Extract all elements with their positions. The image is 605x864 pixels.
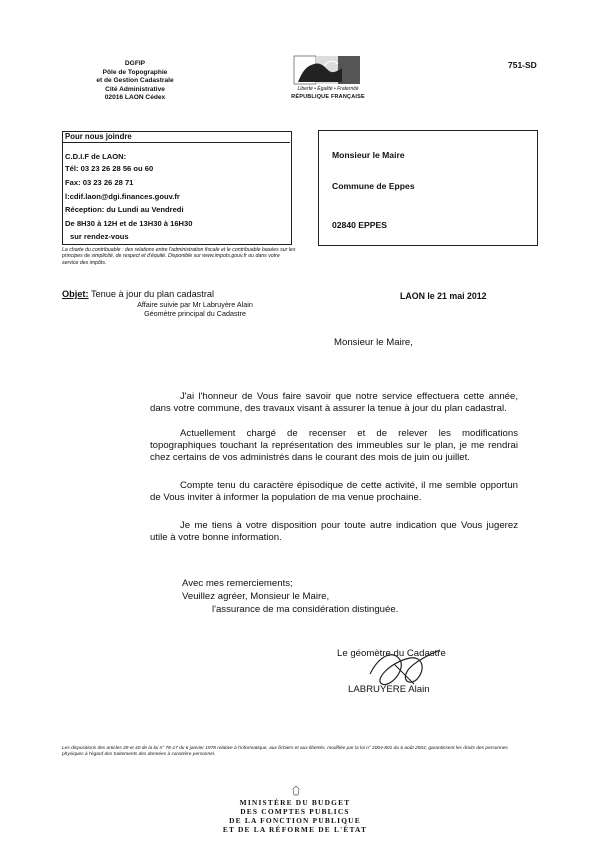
body-paragraph-2: Actuellement chargé de recenser et de relever les modifications topographiques touchant la représentation des immeubles sur le plan, je me rendrai chez certains de vos administrés dans le courant des mois de juin ou juillet. bbox=[150, 428, 518, 463]
logo-motto: Liberté • Égalité • Fraternité bbox=[297, 86, 359, 92]
recipient-title: Monsieur le Maire bbox=[332, 150, 405, 160]
ministry-line: DES COMPTES PUBLICS bbox=[240, 807, 350, 816]
body-paragraph-3: Compte tenu du caractère épisodique de cette activité, il me semble opportun de Vous inviter à informer la population de ma venue prochaine. bbox=[150, 480, 518, 503]
closing-line-1: Avec mes remerciements; bbox=[182, 578, 293, 589]
contact-line: C.D.I.F de LAON: bbox=[65, 152, 127, 161]
salutation: Monsieur le Maire, bbox=[334, 337, 413, 348]
document-number: 751-SD bbox=[508, 60, 537, 70]
place-date: LAON le 21 mai 2012 bbox=[400, 291, 487, 301]
body-paragraph-4: Je me tiens à votre disposition pour toute autre indication que Vous jugerez utile à votre bonne information. bbox=[150, 520, 518, 543]
ministry-crest-icon bbox=[292, 786, 300, 796]
ministry-line: ET DE LA RÉFORME DE L'ÉTAT bbox=[222, 825, 368, 834]
contact-appointment: sur rendez-vous bbox=[70, 232, 129, 241]
charter-note: La charte du contribuable : des relations entre l'administration fiscale et le contribuable basées sur les principes de simplicité, de respect et d'équité. Disponible sur www.impots.gouv.fr ou dans votre service des impôts. bbox=[62, 247, 296, 266]
sender-line: Pôle de Topographie bbox=[102, 68, 168, 76]
closing-line-3: l'assurance de ma considération distinguée. bbox=[212, 604, 399, 615]
closing-line-2: Veuillez agréer, Monsieur le Maire, bbox=[182, 591, 330, 602]
contact-phone: Tél: 03 23 26 28 56 ou 60 bbox=[65, 164, 154, 173]
signatory-title: Le géomètre du Cadastre bbox=[337, 648, 446, 659]
sender-line: 02016 LAON Cédex bbox=[104, 94, 166, 102]
sender-block bbox=[80, 60, 190, 103]
contact-hours: De 8H30 à 12H et de 13H30 à 16H30 bbox=[65, 219, 193, 228]
affair-role: Géomètre principal du Cadastre bbox=[144, 309, 246, 318]
sender-line: DGFIP bbox=[124, 60, 146, 67]
legal-footer-note: Les dispositions des articles 39 et 40 de la loi n° 78-17 du 6 janvier 1978 relative à l'informatique, aux fichiers et aux libertés, modifiée par la loi n° 2004-801 du 6 août 2004, garantissent les droits des personnes physiques à l'égard des traitements des données à caractère personnel. bbox=[62, 746, 508, 757]
affair-handler: Affaire suivie par Mr Labruyère Alain bbox=[137, 300, 253, 309]
subject-text: Tenue à jour du plan cadastral bbox=[90, 289, 215, 299]
contact-email: l:cdif.laon@dgi.finances.gouv.fr bbox=[65, 192, 180, 201]
ministry-footer bbox=[195, 798, 395, 834]
body-paragraph-1: J'ai l'honneur de Vous faire savoir que notre service effectuera cette année, dans votre commune, des travaux visant à assurer la tenue à jour du plan cadastral. bbox=[150, 391, 518, 414]
subject-line bbox=[62, 289, 214, 299]
contact-fax: Fax: 03 23 26 28 71 bbox=[65, 178, 134, 187]
contact-reception: Réception: du Lundi au Vendredi bbox=[65, 205, 184, 214]
sender-line: Cité Administrative bbox=[105, 85, 165, 93]
subject-label: Objet: bbox=[62, 289, 89, 299]
recipient-commune: Commune de Eppes bbox=[332, 181, 415, 191]
logo-republic: RÉPUBLIQUE FRANÇAISE bbox=[291, 94, 365, 100]
ministry-line: MINISTÈRE DU BUDGET bbox=[239, 798, 351, 807]
affair-block bbox=[100, 300, 290, 318]
sender-line: et de Gestion Cadastrale bbox=[96, 77, 174, 85]
contact-header: Pour nous joindre bbox=[62, 131, 290, 143]
signatory-name: LABRUYERE Alain bbox=[348, 684, 430, 695]
recipient-address: 02840 EPPES bbox=[332, 220, 387, 230]
ministry-line: DE LA FONCTION PUBLIQUE bbox=[229, 816, 361, 825]
